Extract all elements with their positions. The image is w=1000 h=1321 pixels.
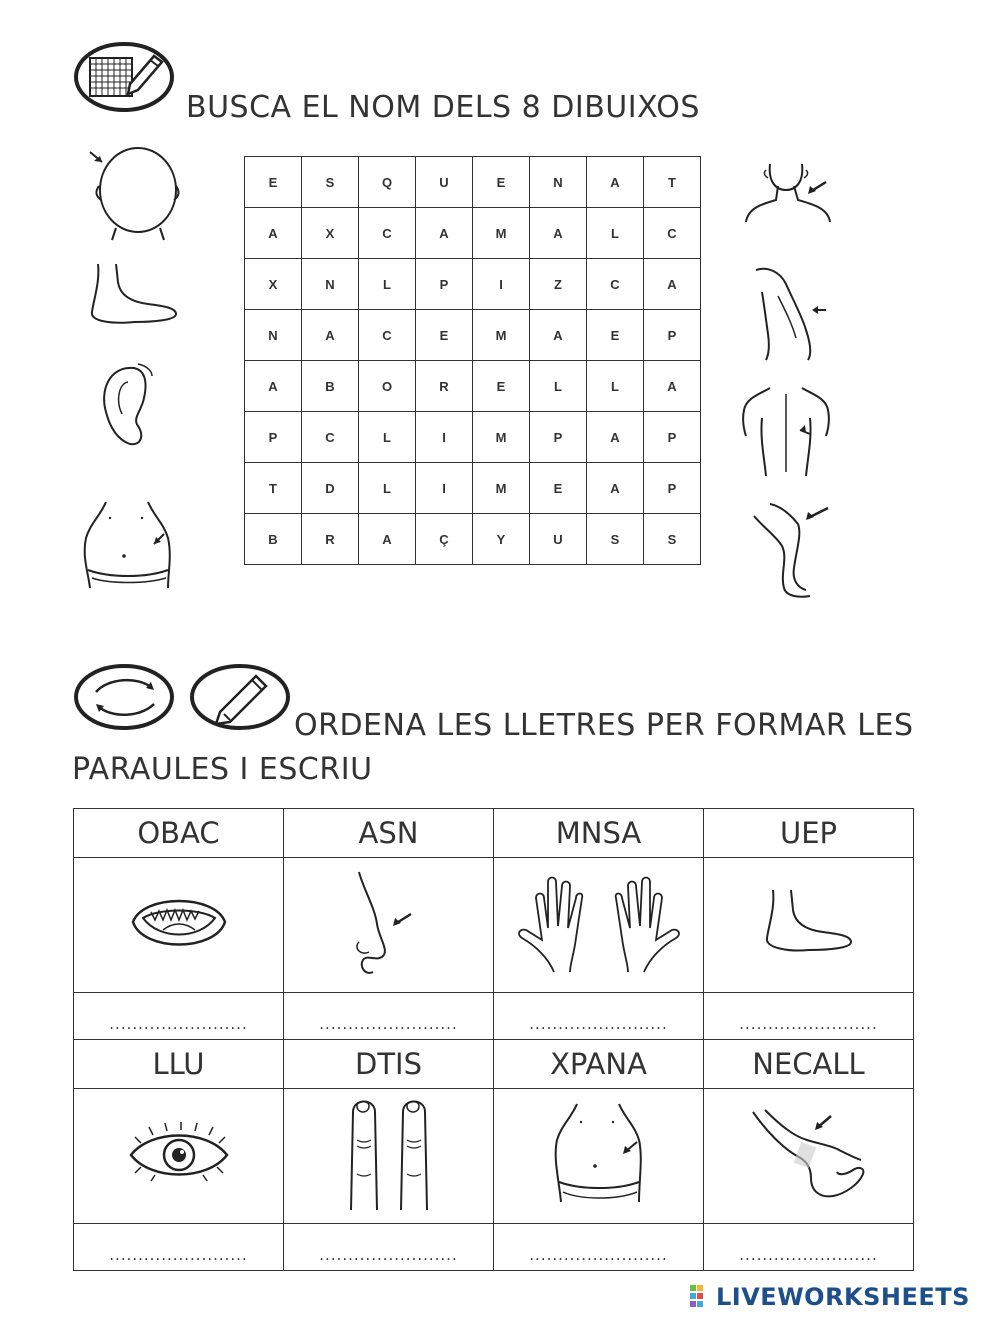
grid-cell[interactable]: P xyxy=(644,412,701,463)
scrambled-word: UEP xyxy=(704,809,914,858)
section1-title: BUSCA EL NOM DELS 8 DIBUIXOS xyxy=(186,90,700,125)
mouth-icon xyxy=(129,888,229,958)
grid-cell[interactable]: L xyxy=(359,463,416,514)
picture-cell xyxy=(494,858,704,993)
picture-cell xyxy=(74,858,284,993)
grid-cell[interactable]: E xyxy=(416,310,473,361)
grid-cell[interactable]: R xyxy=(416,361,473,412)
answer-cell[interactable] xyxy=(74,993,284,1040)
answer-blank[interactable]: ........................ xyxy=(109,1015,248,1033)
eye-icon xyxy=(127,1119,231,1189)
grid-cell[interactable]: S xyxy=(644,514,701,565)
grid-cell[interactable]: A xyxy=(245,208,302,259)
grid-cell[interactable]: C xyxy=(302,412,359,463)
answer-blank[interactable]: ........................ xyxy=(319,1246,458,1264)
answer-blank[interactable]: ........................ xyxy=(529,1015,668,1033)
grid-cell[interactable]: P xyxy=(245,412,302,463)
answer-blank[interactable]: ........................ xyxy=(319,1015,458,1033)
ear-icon xyxy=(98,362,158,450)
foot-icon xyxy=(84,262,184,326)
wrist-icon xyxy=(749,1106,869,1202)
hands-icon xyxy=(514,868,684,978)
grid-cell[interactable]: N xyxy=(530,157,587,208)
grid-cell[interactable]: A xyxy=(359,514,416,565)
grid-row xyxy=(245,208,701,259)
section2-title-line1: ORDENA LES LLETRES PER FORMAR LES xyxy=(294,708,914,743)
grid-cell[interactable]: P xyxy=(416,259,473,310)
neck-icon xyxy=(742,160,834,224)
grid-cell[interactable]: P xyxy=(644,463,701,514)
grid-cell[interactable]: X xyxy=(245,259,302,310)
scrambled-word: MNSA xyxy=(494,809,704,858)
grid-cell[interactable]: Q xyxy=(359,157,416,208)
grid-cell[interactable]: P xyxy=(644,310,701,361)
foot-icon xyxy=(759,888,859,958)
grid-cell[interactable]: U xyxy=(416,157,473,208)
pencil-icon xyxy=(190,662,294,732)
word-search-grid xyxy=(244,156,701,565)
grid-cell[interactable]: L xyxy=(587,208,644,259)
back-icon xyxy=(740,384,832,480)
grid-cell[interactable]: M xyxy=(473,208,530,259)
grid-cell[interactable]: I xyxy=(473,259,530,310)
reorder-arrows-icon xyxy=(74,662,178,732)
grid-cell[interactable]: A xyxy=(530,208,587,259)
section2-title-line2: PARAULES I ESCRIU xyxy=(72,752,373,787)
scrambled-word: OBAC xyxy=(74,809,284,858)
wordsearch-pencil-icon xyxy=(74,40,178,114)
grid-cell[interactable]: A xyxy=(302,310,359,361)
grid-cell[interactable]: B xyxy=(302,361,359,412)
grid-row xyxy=(245,463,701,514)
scrambled-word: NECALL xyxy=(704,1040,914,1089)
brand-name: LIVEWORKSHEETS xyxy=(716,1283,970,1311)
liveworksheets-mark-icon xyxy=(690,1285,712,1309)
grid-cell[interactable]: A xyxy=(644,361,701,412)
nose-icon xyxy=(349,868,429,978)
head-icon xyxy=(86,146,182,242)
grid-cell[interactable]: P xyxy=(530,412,587,463)
grid-cell[interactable]: X xyxy=(302,208,359,259)
liveworksheets-logo[interactable] xyxy=(690,1282,970,1312)
grid-cell[interactable]: L xyxy=(359,259,416,310)
grid-cell[interactable]: U xyxy=(530,514,587,565)
fingers-icon xyxy=(339,1094,439,1214)
answer-cell[interactable] xyxy=(284,1224,494,1271)
scrambled-word: LLU xyxy=(74,1040,284,1089)
grid-cell[interactable]: Z xyxy=(530,259,587,310)
scrambled-word: ASN xyxy=(284,809,494,858)
grid-cell[interactable]: N xyxy=(245,310,302,361)
belly-icon xyxy=(551,1102,647,1206)
grid-cell[interactable]: T xyxy=(644,157,701,208)
grid-cell[interactable]: A xyxy=(530,310,587,361)
answer-blank[interactable]: ........................ xyxy=(529,1246,668,1264)
grid-cell[interactable]: E xyxy=(587,310,644,361)
grid-cell[interactable]: C xyxy=(359,310,416,361)
answer-blank[interactable]: ........................ xyxy=(739,1246,878,1264)
grid-cell[interactable]: O xyxy=(359,361,416,412)
grid-cell[interactable]: L xyxy=(359,412,416,463)
grid-cell[interactable]: T xyxy=(245,463,302,514)
answer-cell[interactable] xyxy=(494,993,704,1040)
picture-cell xyxy=(704,1089,914,1224)
grid-row xyxy=(245,259,701,310)
grid-cell[interactable]: L xyxy=(530,361,587,412)
picture-cell xyxy=(494,1089,704,1224)
grid-cell[interactable]: E xyxy=(473,361,530,412)
grid-cell[interactable]: A xyxy=(644,259,701,310)
leg-icon xyxy=(750,500,836,602)
answer-cell[interactable] xyxy=(494,1224,704,1271)
picture-cell xyxy=(704,858,914,993)
grid-cell[interactable]: C xyxy=(644,208,701,259)
grid-cell[interactable]: B xyxy=(245,514,302,565)
grid-cell[interactable]: M xyxy=(473,310,530,361)
grid-cell[interactable]: S xyxy=(302,157,359,208)
grid-cell[interactable]: Ç xyxy=(416,514,473,565)
grid-cell[interactable]: A xyxy=(587,157,644,208)
grid-cell[interactable]: L xyxy=(587,361,644,412)
scrambled-word: XPANA xyxy=(494,1040,704,1089)
grid-cell[interactable]: E xyxy=(473,157,530,208)
grid-cell[interactable]: E xyxy=(530,463,587,514)
grid-cell[interactable]: Y xyxy=(473,514,530,565)
grid-cell[interactable]: A xyxy=(245,361,302,412)
grid-row xyxy=(245,412,701,463)
scrambled-word: DTIS xyxy=(284,1040,494,1089)
grid-row xyxy=(245,310,701,361)
grid-cell[interactable]: M xyxy=(473,412,530,463)
grid-cell[interactable]: A xyxy=(416,208,473,259)
grid-cell[interactable]: A xyxy=(587,412,644,463)
grid-cell[interactable]: I xyxy=(416,463,473,514)
answer-blank[interactable]: ........................ xyxy=(109,1246,248,1264)
answer-cell[interactable] xyxy=(704,993,914,1040)
picture-cell xyxy=(284,858,494,993)
grid-row xyxy=(245,514,701,565)
grid-cell[interactable]: C xyxy=(359,208,416,259)
grid-cell[interactable]: C xyxy=(587,259,644,310)
grid-cell[interactable]: S xyxy=(587,514,644,565)
picture-cell xyxy=(284,1089,494,1224)
picture-cell xyxy=(74,1089,284,1224)
grid-cell[interactable]: A xyxy=(587,463,644,514)
unscramble-table xyxy=(73,808,914,1271)
answer-cell[interactable] xyxy=(74,1224,284,1271)
grid-cell[interactable]: M xyxy=(473,463,530,514)
answer-blank[interactable]: ........................ xyxy=(739,1015,878,1033)
grid-cell[interactable]: N xyxy=(302,259,359,310)
answer-cell[interactable] xyxy=(284,993,494,1040)
grid-cell[interactable]: D xyxy=(302,463,359,514)
grid-row xyxy=(245,361,701,412)
grid-row xyxy=(245,157,701,208)
arm-icon xyxy=(752,264,832,364)
grid-cell[interactable]: I xyxy=(416,412,473,463)
grid-cell[interactable]: E xyxy=(245,157,302,208)
belly-icon xyxy=(80,500,176,592)
answer-cell[interactable] xyxy=(704,1224,914,1271)
grid-cell[interactable]: R xyxy=(302,514,359,565)
